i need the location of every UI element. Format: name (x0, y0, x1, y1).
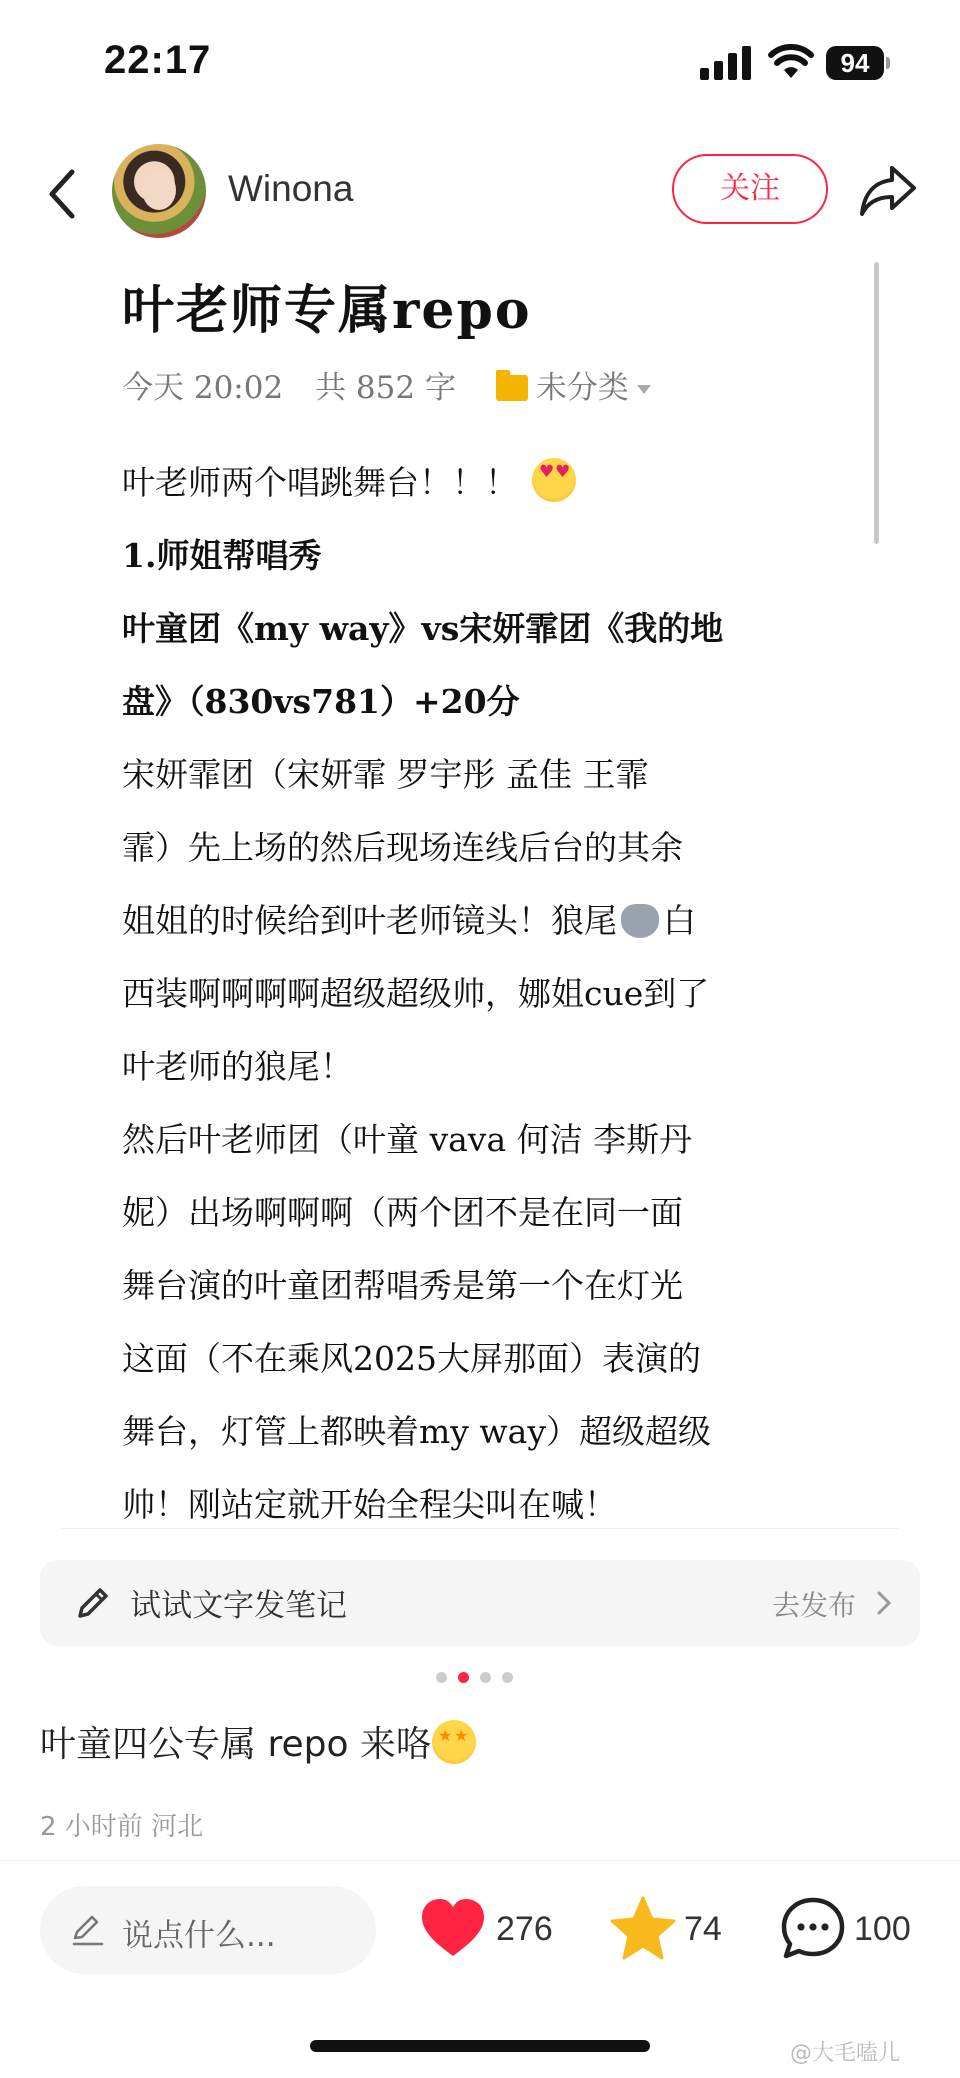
comment-bubble-icon (778, 1894, 848, 1964)
back-arrow-icon[interactable] (42, 164, 82, 224)
like-count: 276 (496, 1910, 553, 1948)
heart-icon (418, 1894, 488, 1964)
like-button[interactable] (418, 1894, 558, 1966)
comment-placeholder: 说点什么... (122, 1918, 276, 1954)
pager-dot-active (458, 1672, 469, 1683)
chevron-down-icon (637, 385, 651, 394)
author-avatar[interactable] (112, 144, 206, 238)
note-line: 霏）先上场的然后现场连线后台的其余 (122, 828, 683, 867)
note-line: 姐姐的时候给到叶老师镜头！狼尾 白 (122, 901, 696, 940)
note-category: 未分类 (535, 370, 629, 406)
note-line: 宋妍霏团（宋妍霏 罗宇彤 孟佳 王霏 (122, 755, 649, 794)
pager-dot (480, 1672, 491, 1683)
post-time-location: 2 小时前 河北 (40, 1812, 204, 1842)
note-word-count: 共 852 字 (315, 370, 456, 406)
note-line: 盘》（830vs781）+20分 (122, 682, 520, 721)
wolf-emoji-icon (621, 904, 659, 938)
note-line: 西装啊啊啊啊超级超级帅，娜姐cue到了 (122, 974, 710, 1013)
go-publish-link[interactable]: 去发布 (771, 1589, 856, 1622)
comment-count: 100 (854, 1910, 911, 1948)
try-text-note-bar[interactable] (40, 1560, 920, 1646)
note-meta (122, 362, 651, 407)
status-bar (0, 0, 960, 120)
scrollbar[interactable] (874, 262, 879, 544)
note-line: 然后叶老师团（叶童 vava 何洁 李斯丹 (122, 1120, 693, 1159)
share-icon[interactable] (858, 162, 918, 218)
battery-level: 94 (826, 46, 884, 80)
status-time: 22:17 (104, 38, 212, 82)
chevron-right-icon (876, 1590, 892, 1616)
pencil-icon (74, 1584, 112, 1622)
comment-input[interactable] (40, 1886, 376, 1974)
star-struck-emoji-icon (432, 1720, 476, 1764)
star-icon (608, 1894, 678, 1964)
note-header (0, 140, 960, 250)
heart-eyes-emoji-icon (532, 458, 576, 502)
note-line: 1.师姐帮唱秀 (122, 536, 322, 575)
watermark: @大毛嗑儿 (790, 2041, 901, 2066)
cellular-signal-icon (700, 46, 752, 80)
note-line: 帅！刚站定就开始全程尖叫在喊！ (122, 1485, 617, 1524)
folder-icon (496, 375, 528, 401)
collect-button[interactable] (608, 1894, 738, 1966)
image-pager-dots (436, 1672, 526, 1686)
comments-button[interactable] (778, 1894, 928, 1966)
pager-dot (502, 1672, 513, 1683)
divider (0, 1860, 960, 1861)
post-caption: 叶童四公专属 repo 来咯★ ★ (40, 1716, 476, 1767)
note-time: 今天 20:02 (122, 370, 284, 406)
try-text-note-label: 试试文字发笔记 (130, 1588, 347, 1624)
note-line: 舞台，灯管上都映着my way）超级超级 (122, 1412, 711, 1451)
follow-button[interactable]: 关注 (672, 154, 828, 224)
divider (62, 1528, 898, 1529)
battery-icon (826, 46, 890, 80)
note-line: 妮）出场啊啊啊（两个团不是在同一面 (122, 1193, 683, 1232)
note-body (122, 446, 822, 1541)
pencil-icon (70, 1912, 106, 1948)
note-line: 舞台演的叶童团帮唱秀是第一个在灯光 (122, 1266, 683, 1305)
note-line: 叶老师两个唱跳舞台！！！♥ ♥ (122, 446, 822, 519)
collect-count: 74 (684, 1910, 722, 1948)
note-title: 叶老师专属repo (122, 280, 532, 341)
note-line: 这面（不在乘风2025大屏那面）表演的 (122, 1339, 701, 1378)
note-line: 叶老师的狼尾！ (122, 1047, 353, 1086)
home-indicator[interactable] (310, 2040, 650, 2052)
wifi-icon (768, 44, 814, 80)
author-name[interactable]: Winona (228, 168, 354, 209)
note-line: 叶童团《my way》vs宋妍霏团《我的地 (122, 609, 724, 648)
pager-dot (436, 1672, 447, 1683)
